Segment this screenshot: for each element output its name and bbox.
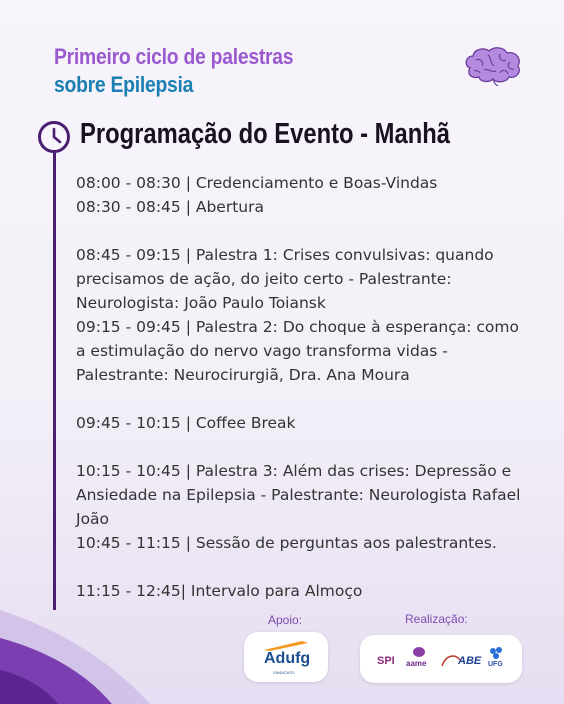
brain-icon [462, 46, 524, 86]
apoio-label: Apoio: [268, 613, 303, 627]
spi-logo: SPI [377, 655, 395, 667]
schedule-group [76, 171, 526, 219]
schedule-item: 08:00 - 08:30 | Credenciamento e Boas-Vindas [76, 174, 438, 192]
schedule-group [76, 459, 526, 555]
ufg-logo-icon [488, 646, 506, 660]
schedule-item: 09:45 - 10:15 | Coffee Break [76, 414, 296, 432]
header-title-line2: sobre Epilepsia [54, 72, 194, 97]
schedule-item: 08:45 - 09:15 | Palestra 1: Crises convulsivas: quando precisamos de ação, do jeito certo - Palestrante: Neurologista: João Paulo Toiansk [76, 246, 494, 312]
schedule-item: 10:45 - 11:15 | Sessão de perguntas aos palestrantes. [76, 534, 497, 552]
schedule-item: 10:15 - 10:45 | Palestra 3: Além das crises: Depressão e Ansiedade na Epilepsia - Palestrante: Neurologista Rafael João [76, 462, 521, 528]
adufg-logo-text: Adufg [264, 650, 311, 667]
aame-logo-icon [411, 646, 427, 658]
aame-logo: aame [406, 659, 427, 668]
adufg-logo-subtitle: SINDICATO [273, 670, 295, 675]
clock-icon [37, 120, 71, 154]
section-title: Programação do Evento - Manhã [80, 118, 450, 150]
schedule-group [76, 243, 526, 387]
realizacao-label: Realização: [405, 612, 468, 626]
schedule-item: 08:30 - 08:45 | Abertura [76, 198, 264, 216]
schedule-item: 11:15 - 12:45| Intervalo para Almoço [76, 582, 363, 600]
schedule-item: 09:15 - 09:45 | Palestra 2: Do choque à esperança: como a estimulação do nervo vago transforma vidas - Palestrante: Neurocirurgiã, Dra. Ana Moura [76, 318, 519, 384]
schedule-group [76, 411, 526, 435]
ufg-logo: UFG [488, 661, 503, 668]
abe-logo: ABE [458, 655, 482, 667]
timeline-line [53, 150, 56, 610]
header-title-line1: Primeiro ciclo de palestras [54, 44, 294, 69]
schedule-list [76, 171, 526, 603]
